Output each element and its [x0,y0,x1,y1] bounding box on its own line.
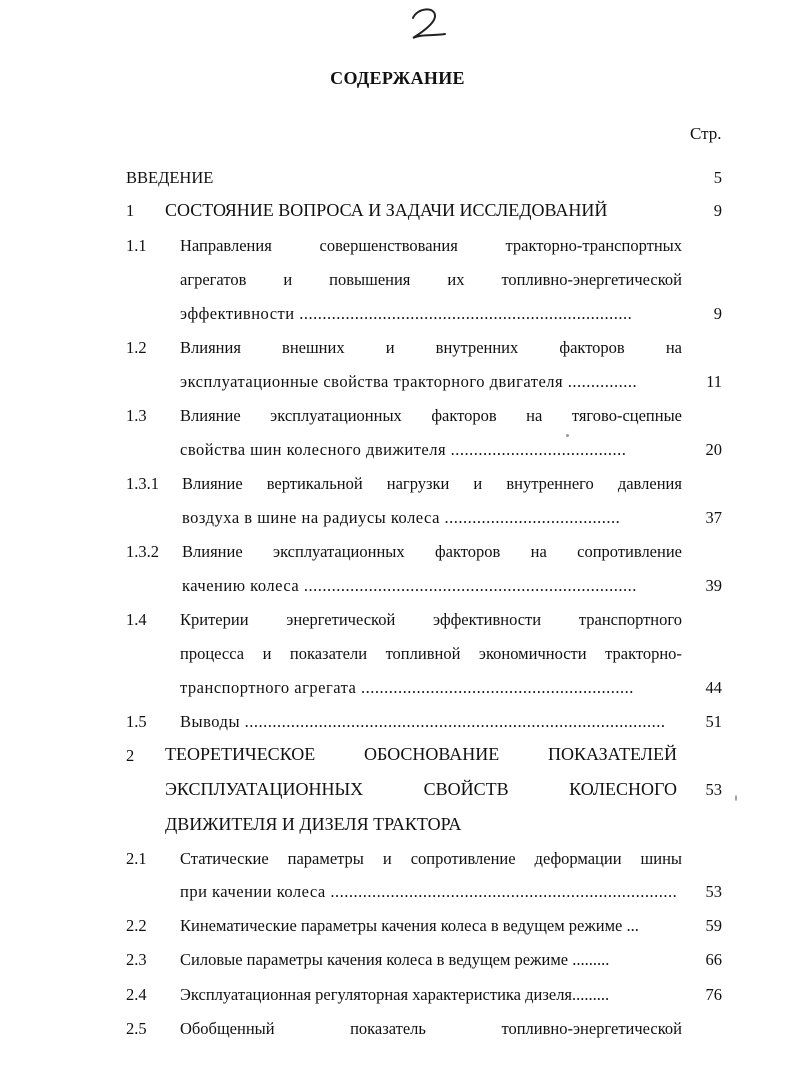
toc-entry-1-5[interactable]: Выводы ........................................................................................... [180,712,666,731]
toc-number: 2.5 [126,1019,147,1038]
word: и [385,338,395,357]
toc-entry-1-1-line2[interactable] [180,270,682,290]
word: эксплуатационных [270,406,402,425]
word: внешних [282,338,345,357]
word: Влияние [180,406,241,425]
toc-section-2-line2[interactable] [165,779,677,800]
toc-entry-1-3-line1[interactable] [180,406,682,426]
toc-number: 2 [126,746,135,765]
word: Статические [180,849,269,868]
toc-page: 53 [705,780,722,799]
word: Обобщенный [180,1019,275,1038]
word: Влияния [180,338,241,357]
word: внутренних [435,338,519,357]
word: нагрузки [386,474,450,493]
toc-page: 59 [705,916,722,935]
word: параметры [287,849,364,868]
word: и [382,849,392,868]
toc-number: 1 [126,201,135,220]
scan-speck [566,434,569,437]
word: их [447,270,465,289]
toc-page: 39 [705,576,722,595]
word: агрегатов [180,270,247,289]
page-column-label: Стр. [690,124,722,143]
word: Критерии [180,610,249,629]
word: энергетической [286,610,396,629]
word: топливно-энергетической [501,1019,682,1038]
toc-entry-2-1-line1[interactable] [180,849,682,869]
word: показатель [350,1019,426,1038]
toc-entry-2-1-line2[interactable]: при качении колеса ........................................................................... [180,882,678,901]
word: Влияние [182,542,243,561]
word: вертикальной [266,474,363,493]
word: внутреннего [506,474,594,493]
toc-number: 1.3.2 [126,542,159,561]
toc-page: 5 [713,168,722,187]
word: ОБОСНОВАНИЕ [363,744,500,764]
word: топливной [385,644,461,663]
toc-entry-1-3-1-line2[interactable]: воздуха в шине на радиусы колеса ...................................... [182,508,621,527]
word: СВОЙСТВ [423,779,509,799]
word: сопротивление [577,542,682,561]
toc-entry-1-4-line1[interactable] [180,610,682,630]
toc-intro[interactable]: ВВЕДЕНИЕ [126,168,214,187]
toc-number: 1.2 [126,338,147,357]
word: сопротивление [410,849,516,868]
toc-number: 2.2 [126,916,147,935]
word: деформации [534,849,622,868]
toc-entry-1-1-line3[interactable]: эффективности ........................................................................ [180,304,633,323]
toc-number: 2.3 [126,950,147,969]
toc-page: 44 [705,678,722,697]
word: факторов [559,338,625,357]
word: и [262,644,272,663]
toc-section-2-line3[interactable]: ДВИЖИТЕЛЯ И ДИЗЕЛЯ ТРАКТОРА [165,814,462,834]
word: факторов [434,542,501,561]
toc-section-2-line1[interactable] [165,744,677,765]
toc-entry-2-2[interactable]: Кинематические параметры качения колеса в ведущем режиме ... [180,916,639,935]
toc-entry-1-4-line2[interactable] [180,644,682,664]
word: и [473,474,483,493]
toc-entry-2-4[interactable]: Эксплуатационная регуляторная характеристика дизеля......... [180,985,610,1004]
toc-section-1[interactable]: СОСТОЯНИЕ ВОПРОСА И ЗАДАЧИ ИССЛЕДОВАНИЙ [165,200,608,220]
word: ЭКСПЛУАТАЦИОННЫХ [165,779,364,799]
word: и [283,270,293,289]
scan-speck [735,795,737,801]
word: совершенствования [319,236,458,255]
toc-page: 11 [706,372,722,391]
word: давления [617,474,682,493]
toc-entry-2-5-line1[interactable] [180,1019,682,1039]
word: эксплуатационных [272,542,405,561]
word: на [665,338,682,357]
toc-entry-1-3-1-line1[interactable] [182,474,682,494]
toc-entry-1-2-line2[interactable]: эксплуатационные свойства тракторного двигателя ............... [180,372,638,391]
word: Направления [180,236,272,255]
toc-page: 9 [713,304,722,323]
word: ПОКАЗАТЕЛЕЙ [548,744,677,764]
word: процесса [180,644,245,663]
toc-page: 51 [705,712,722,731]
word: транспортного [578,610,682,629]
word: экономичности [478,644,587,663]
toc-number: 1.1 [126,236,147,255]
handwritten-page-number [405,4,455,44]
toc-number: 2.1 [126,849,147,868]
word: тракторно- [605,644,682,663]
toc-page: 9 [713,201,722,220]
word: топливно-энергетической [501,270,682,289]
toc-page: 66 [705,950,722,969]
toc-page: 20 [705,440,722,459]
toc-entry-1-3-line2[interactable]: свойства шин колесного движителя ...................................... [180,440,627,459]
toc-number: 1.4 [126,610,147,629]
toc-entry-1-1-line1[interactable] [180,236,682,256]
word: на [526,406,543,425]
word: повышения [329,270,411,289]
word: тракторно-транспортных [505,236,682,255]
toc-page: 53 [705,882,722,901]
toc-number: 1.3 [126,406,147,425]
toc-entry-2-3[interactable]: Силовые параметры качения колеса в ведущем режиме ......... [180,950,610,969]
page-title: СОДЕРЖАНИЕ [330,68,465,88]
toc-entry-1-2-line1[interactable] [180,338,682,358]
word: показатели [289,644,368,663]
toc-number: 2.4 [126,985,147,1004]
word: тягово-сцепные [571,406,682,425]
word: эффективности [433,610,542,629]
toc-entry-1-3-2-line2[interactable]: качению колеса ........................................................................ [182,576,637,595]
word: факторов [431,406,497,425]
toc-number: 1.3.1 [126,474,159,493]
toc-page: 37 [705,508,722,527]
toc-page: 76 [705,985,722,1004]
word: Влияние [182,474,243,493]
toc-entry-1-3-2-line1[interactable] [182,542,682,562]
word: шины [640,849,682,868]
word: ТЕОРЕТИЧЕСКОЕ [165,744,316,764]
toc-entry-1-4-line3[interactable]: транспортного агрегата ........................................................... [180,678,634,697]
word: КОЛЕСНОГО [569,779,677,799]
word: на [530,542,547,561]
toc-number: 1.5 [126,712,147,731]
